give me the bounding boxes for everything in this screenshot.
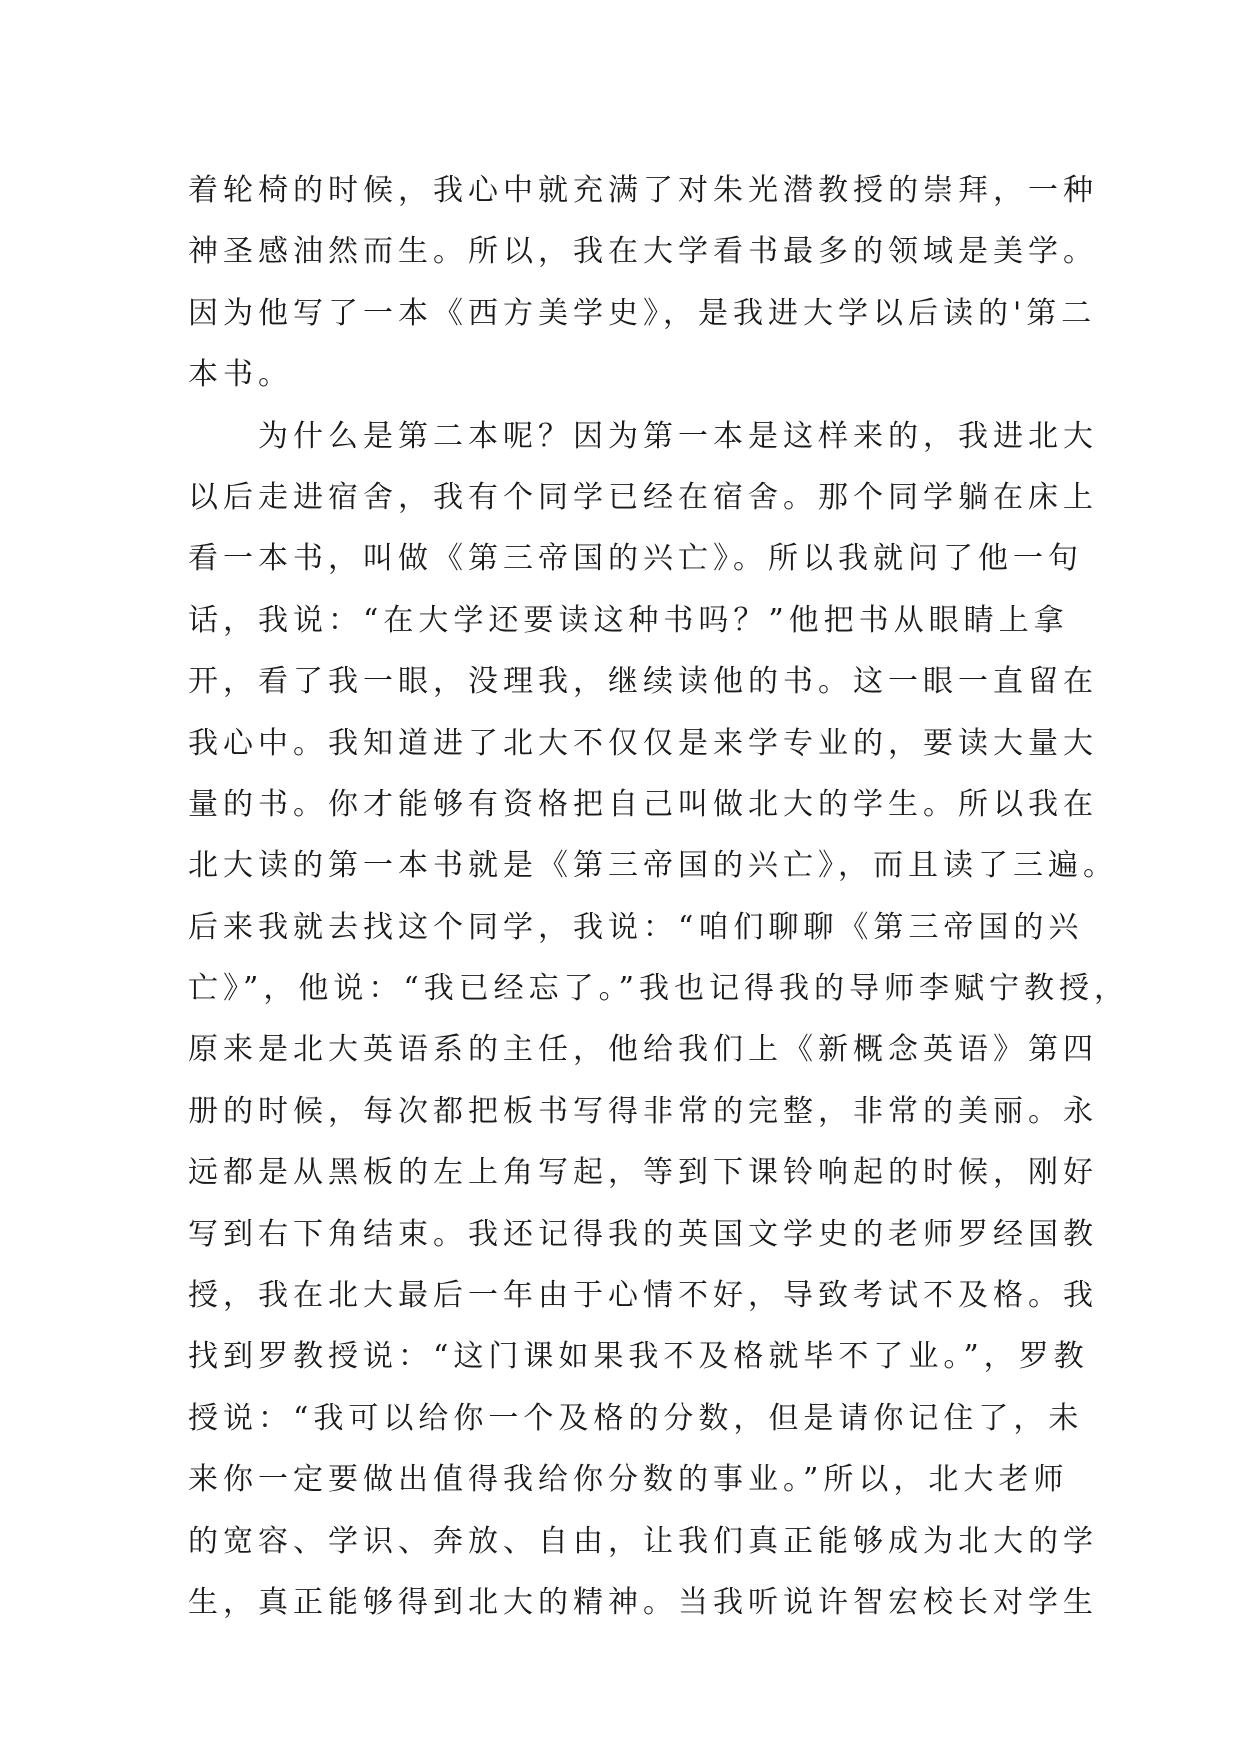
text-line: 找到罗教授说：“这门课如果我不及格就毕不了业。”，罗教 [188,1339,1089,1375]
text-line: 我心中。我知道进了北大不仅仅是来学专业的，要读大量大 [188,725,1098,761]
text-line: 的宽容、学识、奔放、自由，让我们真正能够成为北大的学 [188,1523,1098,1559]
text-line: 因为他写了一本《西方美学史》，是我进大学以后读的'第二 [188,295,1097,331]
text-line: 来你一定要做出值得我给你分数的事业。”所以，北大老师 [188,1462,1069,1498]
text-line: 授，我在北大最后一年由于心情不好，导致考试不及格。我 [188,1278,1098,1314]
body-text [188,160,1130,1633]
text-line: 话，我说：“在大学还要读这种书吗？”他把书从眼睛上拿 [188,602,1069,638]
text-line: 生，真正能够得到北大的精神。当我听说许智宏校长对学生 [188,1584,1098,1620]
text-line: 远都是从黑板的左上角写起，等到下课铃响起的时候，刚好 [188,1155,1098,1191]
text-line: 亡》”，他说：“我已经忘了。”我也记得我的导师李赋宁教授， [188,971,1130,1007]
text-line: 北大读的第一本书就是《第三帝国的兴亡》，而且读了三遍。 [188,848,1118,884]
text-line: 授说：“我可以给你一个及格的分数，但是请你记住了，未 [188,1400,1084,1436]
text-line: 量的书。你才能够有资格把自己叫做北大的学生。所以我在 [188,786,1098,822]
text-line: 开，看了我一眼，没理我，继续读他的书。这一眼一直留在 [188,664,1098,700]
text-line: 原来是北大英语系的主任，他给我们上《新概念英语》第四 [188,1032,1098,1068]
text-line: 册的时候，每次都把板书写得非常的完整，非常的美丽。永 [188,1093,1098,1129]
text-line: 为什么是第二本呢？因为第一本是这样来的，我进北大 [258,418,1098,454]
paragraph-2 [188,406,1130,1634]
text-line: 神圣感油然而生。所以，我在大学看书最多的领域是美学。 [188,234,1098,270]
text-line: 写到右下角结束。我还记得我的英国文学史的老师罗经国教 [188,1216,1098,1252]
text-line: 本书。 [188,357,293,393]
paragraph-1 [188,160,1098,406]
text-line: 看一本书，叫做《第三帝国的兴亡》。所以我就问了他一句 [188,541,1083,577]
text-line: 以后走进宿舍，我有个同学已经在宿舍。那个同学躺在床上 [188,479,1098,515]
text-line: 后来我就去找这个同学，我说：“咱们聊聊《第三帝国的兴 [188,909,1084,945]
text-line: 着轮椅的时候，我心中就充满了对朱光潜教授的崇拜，一种 [188,173,1098,208]
